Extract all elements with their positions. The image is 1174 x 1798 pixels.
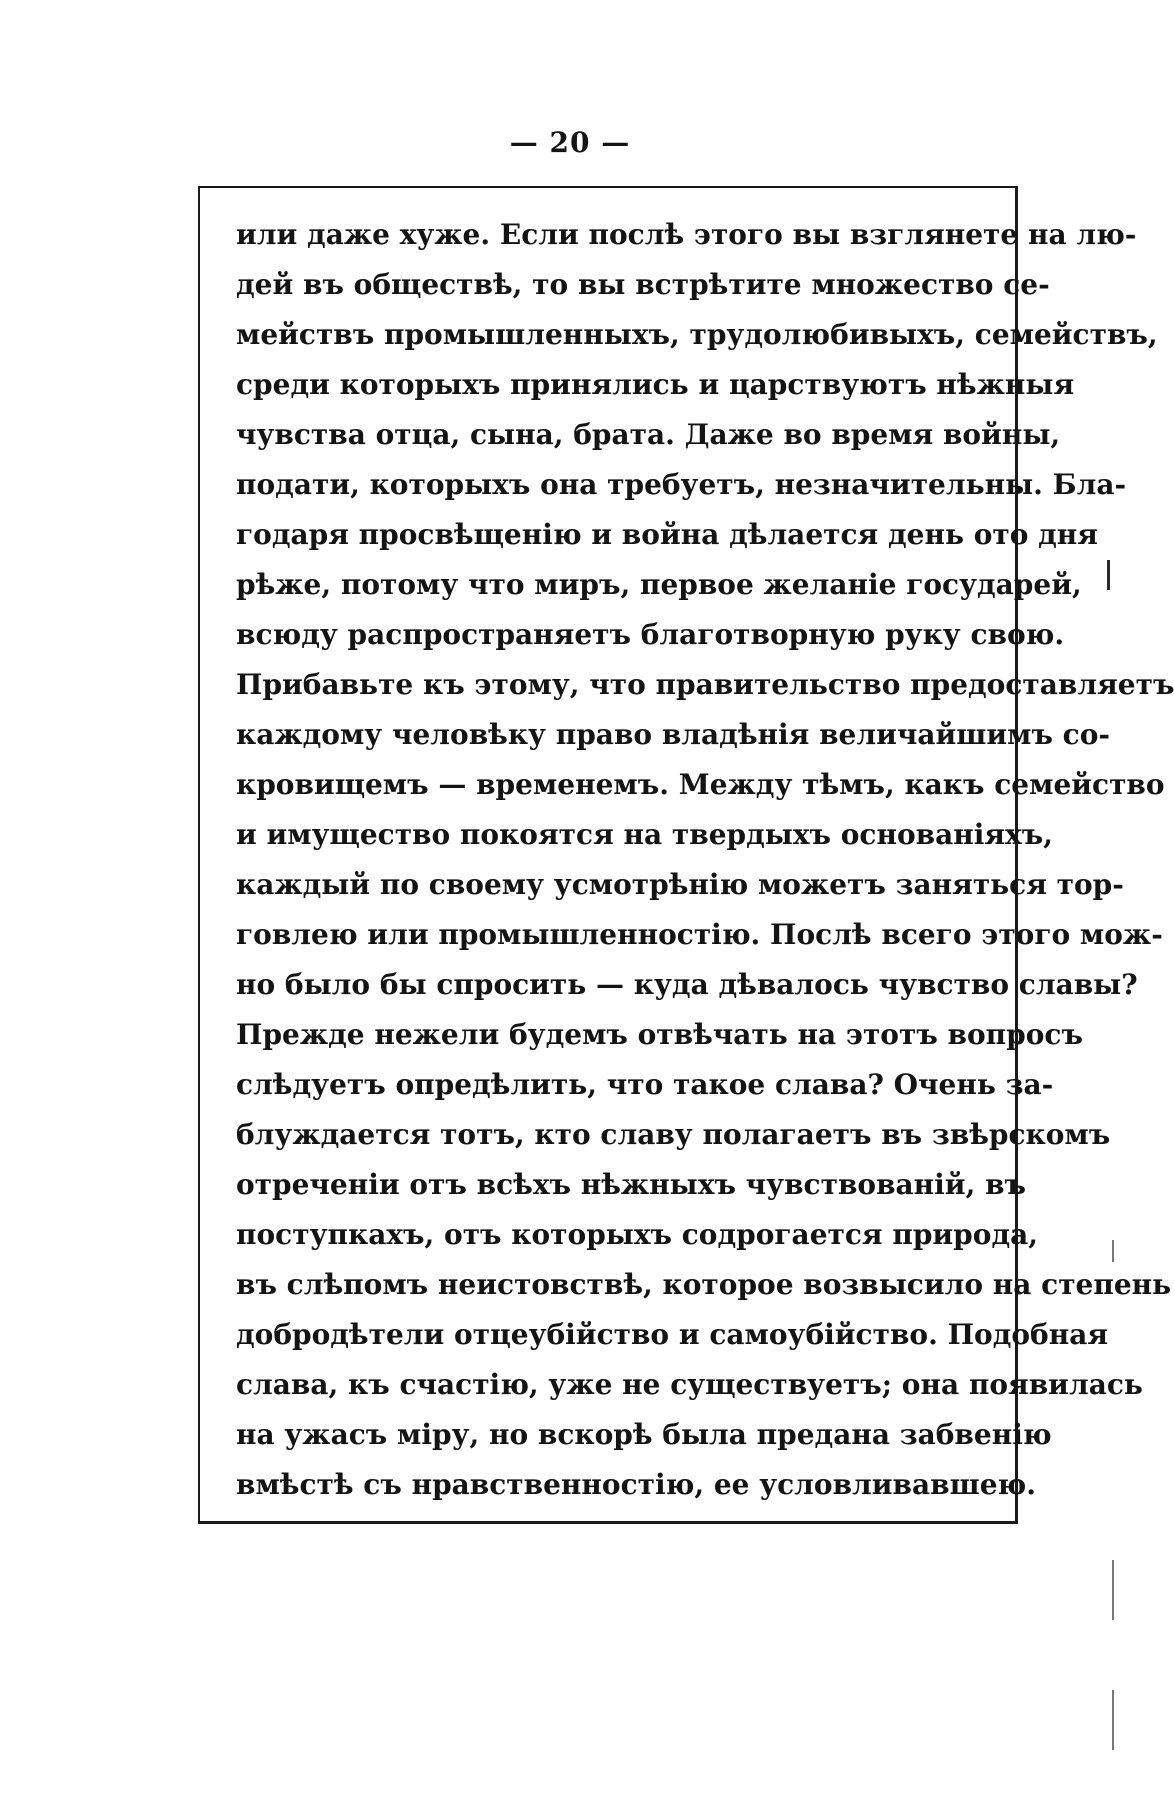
text-line: мействъ промышленныхъ, трудолюбивыхъ, семействъ, (236, 318, 1158, 351)
scan-mark (1112, 1240, 1114, 1262)
text-line: отреченіи отъ всѣхъ нѣжныхъ чувствованій, въ (236, 1168, 1027, 1201)
text-line: поступкахъ, отъ которыхъ содрогается природа, (236, 1218, 1038, 1251)
scan-mark (1112, 1560, 1114, 1620)
text-line: но было бы спросить — куда дѣвалось чувство славы? (236, 968, 1138, 1001)
text-line: всюду распространяетъ благотворную руку свою. (236, 618, 1065, 651)
scan-mark (1112, 1690, 1114, 1750)
text-line: и имущество покоятся на твердыхъ основаніяхъ, (236, 818, 1053, 851)
text-line: чувства отца, сына, брата. Даже во время войны, (236, 418, 1061, 451)
text-line: добродѣтели отцеубійство и самоубійство. Подобная (236, 1318, 1109, 1351)
text-line: каждому человѣку право владѣнія величайшимъ со- (236, 718, 1111, 751)
text-line: слава, къ счастію, уже не существуетъ; она появилась (236, 1368, 1143, 1401)
text-line: рѣже, потому что миръ, первое желаніе государей, (236, 568, 1082, 601)
text-line: дей въ обществѣ, то вы встрѣтите множество се- (236, 268, 1050, 301)
text-line: годаря просвѣщенію и война дѣлается день ото дня (236, 518, 1098, 551)
scan-mark (1107, 560, 1110, 590)
text-line: среди которыхъ принялись и царствуютъ нѣжныя (236, 368, 1075, 401)
text-line: Прибавьте къ этому, что правительство предоставляетъ (236, 668, 1174, 701)
body-text (236, 210, 1174, 1510)
text-line: кровищемъ — временемъ. Между тѣмъ, какъ семейство (236, 768, 1165, 801)
text-line: подати, которыхъ она требуетъ, незначительны. Бла- (236, 468, 1127, 501)
text-line: въ слѣпомъ неистовствѣ, которое возвысило на степень (236, 1268, 1172, 1301)
text-line: блуждается тотъ, кто славу полагаетъ въ звѣрскомъ (236, 1118, 1111, 1151)
page-number: — 20 — (509, 126, 631, 159)
text-line: Прежде нежели будемъ отвѣчать на этотъ вопросъ (236, 1018, 1083, 1051)
text-line: или даже хуже. Если послѣ этого вы взглянете на лю- (236, 218, 1137, 251)
text-line: говлею или промышленностію. Послѣ всего этого мож- (236, 918, 1163, 951)
text-line: вмѣстѣ съ нравственностію, ее условливавшею. (236, 1468, 1036, 1501)
text-line: слѣдуетъ опредѣлить, что такое слава? Очень за- (236, 1068, 1054, 1101)
text-line: на ужасъ міру, но вскорѣ была предана забвенію (236, 1418, 1052, 1451)
text-line: каждый по своему усмотрѣнію можетъ заняться тор- (236, 868, 1124, 901)
